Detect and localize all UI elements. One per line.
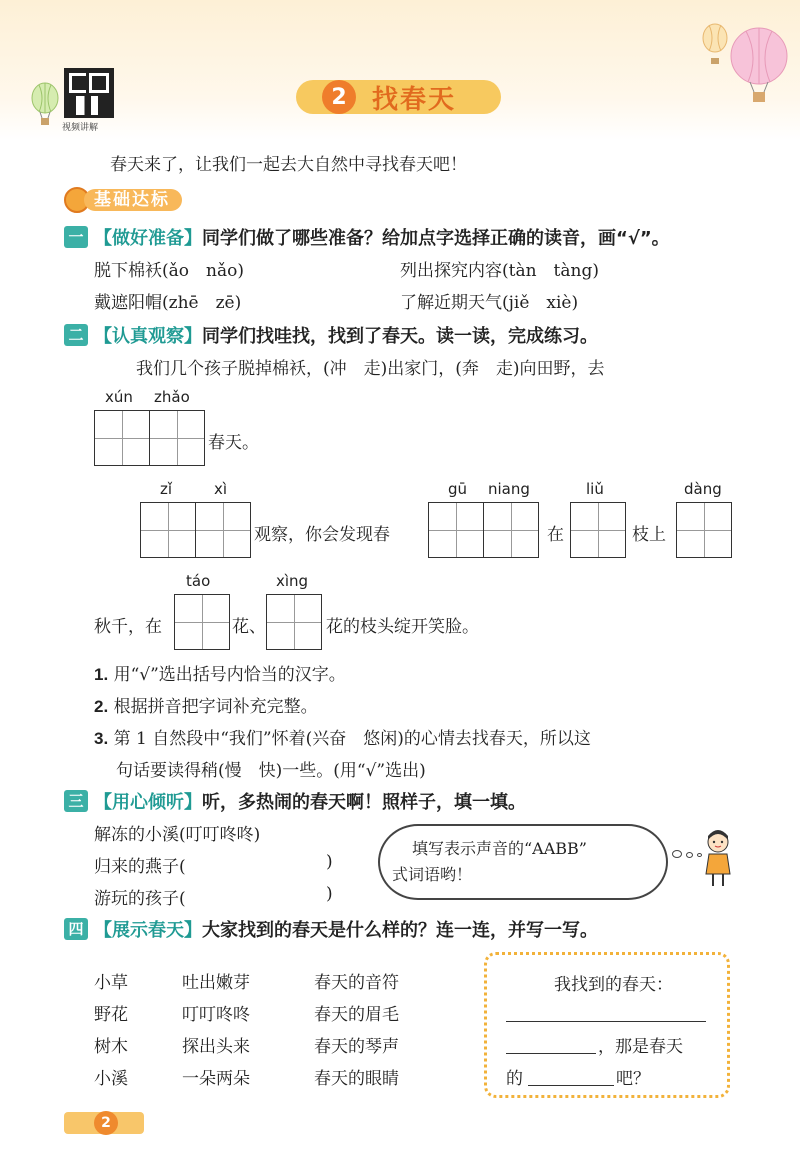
- col1-item: 小溪: [94, 1069, 128, 1089]
- pinyin-niang: niang: [488, 480, 530, 498]
- q1-prompt: 同学们做了哪些准备？给加点字选择正确的读音，画“√”。: [202, 228, 670, 249]
- task3-continuation: 句话要读得稍(慢 快)一些。(用“√”选出): [116, 761, 426, 781]
- thought-dot: [672, 850, 682, 858]
- q4-number: 四: [64, 918, 88, 940]
- col2-item: 吐出嫩芽: [182, 973, 250, 993]
- task-item: [94, 660, 346, 685]
- q2-prompt: 同学们找哇找，找到了春天。读一读，完成练习。: [202, 326, 598, 347]
- write-box-dang[interactable]: [676, 502, 732, 558]
- q2-tag: 【认真观察】: [94, 326, 202, 347]
- section-badge: [64, 187, 214, 213]
- hint-line2: 式词语哟！: [392, 865, 473, 884]
- q1-item: 了解近期天气(jiě xiè): [400, 293, 579, 313]
- q2-heading: [64, 322, 598, 348]
- q1-item: 列出探究内容(tàn tàng): [400, 261, 599, 281]
- write-box-xun[interactable]: [94, 410, 150, 466]
- header-band: [0, 0, 800, 140]
- text-guancha: 观察，你会发现春: [254, 525, 390, 545]
- girl-character-icon: [700, 828, 736, 888]
- col3-item: 春天的琴声: [314, 1037, 399, 1057]
- pinyin-gu: gū: [448, 480, 468, 498]
- q1-item: 脱下棉袄(ǎo nǎo): [94, 261, 244, 281]
- write-box-niang[interactable]: [483, 502, 539, 558]
- task-number: 3.: [94, 729, 109, 748]
- write-box-liu[interactable]: [570, 502, 626, 558]
- q3-answer-slot[interactable]: [226, 852, 320, 874]
- write-line[interactable]: [528, 1066, 614, 1086]
- task-text: 用“√”选出括号内恰当的汉字。: [113, 665, 346, 685]
- write-box-xi[interactable]: [195, 502, 251, 558]
- pinyin-xi: xì: [214, 480, 228, 498]
- text-line-end: 花的枝头绽开笑脸。: [326, 617, 479, 637]
- text-qiuqian: 秋千，在: [94, 617, 162, 637]
- col1-item: 小草: [94, 973, 128, 993]
- q3-number: 三: [64, 790, 88, 812]
- col3-item: 春天的音符: [314, 973, 399, 993]
- col3-item: 春天的眼睛: [314, 1069, 399, 1089]
- q2-line1: 我们几个孩子脱掉棉袄，(冲 走)出家门，(奔 走)向田野，去: [136, 359, 605, 379]
- q3-close: ): [326, 852, 333, 872]
- q3-answer-slot[interactable]: [226, 884, 320, 906]
- task-item: [94, 692, 318, 717]
- col1-item: 野花: [94, 1005, 128, 1025]
- box-title: 我找到的春天：: [554, 975, 673, 995]
- box-mid: ，那是春天: [598, 1037, 683, 1057]
- q3-item: 归来的燕子(: [94, 857, 186, 877]
- section-label: 基础达标: [84, 189, 182, 211]
- col2-item: 探出头来: [182, 1037, 250, 1057]
- hint-line1: 填写表示声音的“AABB”: [412, 839, 587, 858]
- page-number: 2: [94, 1111, 118, 1135]
- balloon-left-icon: [30, 82, 60, 128]
- text-zhishang: 枝上: [632, 525, 666, 545]
- q4-prompt: 大家找到的春天是什么样的？连一连，并写一写。: [202, 920, 598, 941]
- pinyin-zi: zǐ: [160, 480, 173, 498]
- write-box-zhao[interactable]: [149, 410, 205, 466]
- write-line[interactable]: [506, 1034, 596, 1054]
- pinyin-zhao: zhǎo: [154, 388, 190, 406]
- q1-heading: [64, 224, 670, 250]
- pinyin-xun: xún: [105, 388, 133, 406]
- write-line[interactable]: [506, 1002, 706, 1022]
- task-text: 第 1 自然段中“我们”怀着(兴奋 悠闲)的心情去找春天，所以这: [113, 729, 591, 749]
- task-number: 2.: [94, 697, 109, 716]
- write-box-gu[interactable]: [428, 502, 484, 558]
- text-zai: 在: [547, 525, 564, 545]
- task-number: 1.: [94, 665, 109, 684]
- q3-example: 解冻的小溪(叮叮咚咚): [94, 825, 261, 845]
- write-box-tao[interactable]: [174, 594, 230, 650]
- pinyin-liu: liǔ: [586, 480, 604, 498]
- pinyin-dang: dàng: [684, 480, 722, 498]
- col1-item: 树木: [94, 1037, 128, 1057]
- pinyin-xing: xìng: [276, 572, 309, 590]
- lesson-number: 2: [322, 80, 356, 114]
- q3-tag: 【用心倾听】: [94, 792, 202, 813]
- text-hua: 花、: [232, 617, 266, 637]
- thought-dot: [686, 852, 693, 858]
- q3-heading: [64, 788, 526, 814]
- write-box-zi[interactable]: [140, 502, 196, 558]
- task-item: [94, 724, 591, 749]
- lesson-title: 找春天: [372, 84, 457, 115]
- col2-item: 叮叮咚咚: [182, 1005, 250, 1025]
- q1-item: 戴遮阳帽(zhē zē): [94, 293, 242, 313]
- q4-tag: 【展示春天】: [94, 920, 202, 941]
- q1-tag: 【做好准备】: [94, 228, 202, 249]
- intro-text: 春天来了，让我们一起去大自然中寻找春天吧！: [110, 155, 467, 175]
- pinyin-tao: táo: [186, 572, 211, 590]
- qr-code-icon[interactable]: [64, 68, 114, 118]
- q3-item: 游玩的孩子(: [94, 889, 186, 909]
- box-de: 的: [506, 1069, 523, 1089]
- box-end: 吧？: [616, 1069, 650, 1089]
- text-chuntian: 春天。: [208, 433, 259, 453]
- task-text: 根据拼音把字词补充完整。: [113, 697, 318, 717]
- q1-number: 一: [64, 226, 88, 248]
- q4-heading: [64, 916, 598, 942]
- qr-caption: 视频讲解: [62, 123, 99, 133]
- q2-number: 二: [64, 324, 88, 346]
- col3-item: 春天的眉毛: [314, 1005, 399, 1025]
- q3-close: ): [326, 884, 333, 904]
- q3-prompt: 听，多热闹的春天啊！照样子，填一填。: [202, 792, 526, 813]
- lesson-title-banner: [296, 80, 501, 114]
- balloon-large-icon: [726, 26, 792, 106]
- col2-item: 一朵两朵: [182, 1069, 250, 1089]
- write-box-xing[interactable]: [266, 594, 322, 650]
